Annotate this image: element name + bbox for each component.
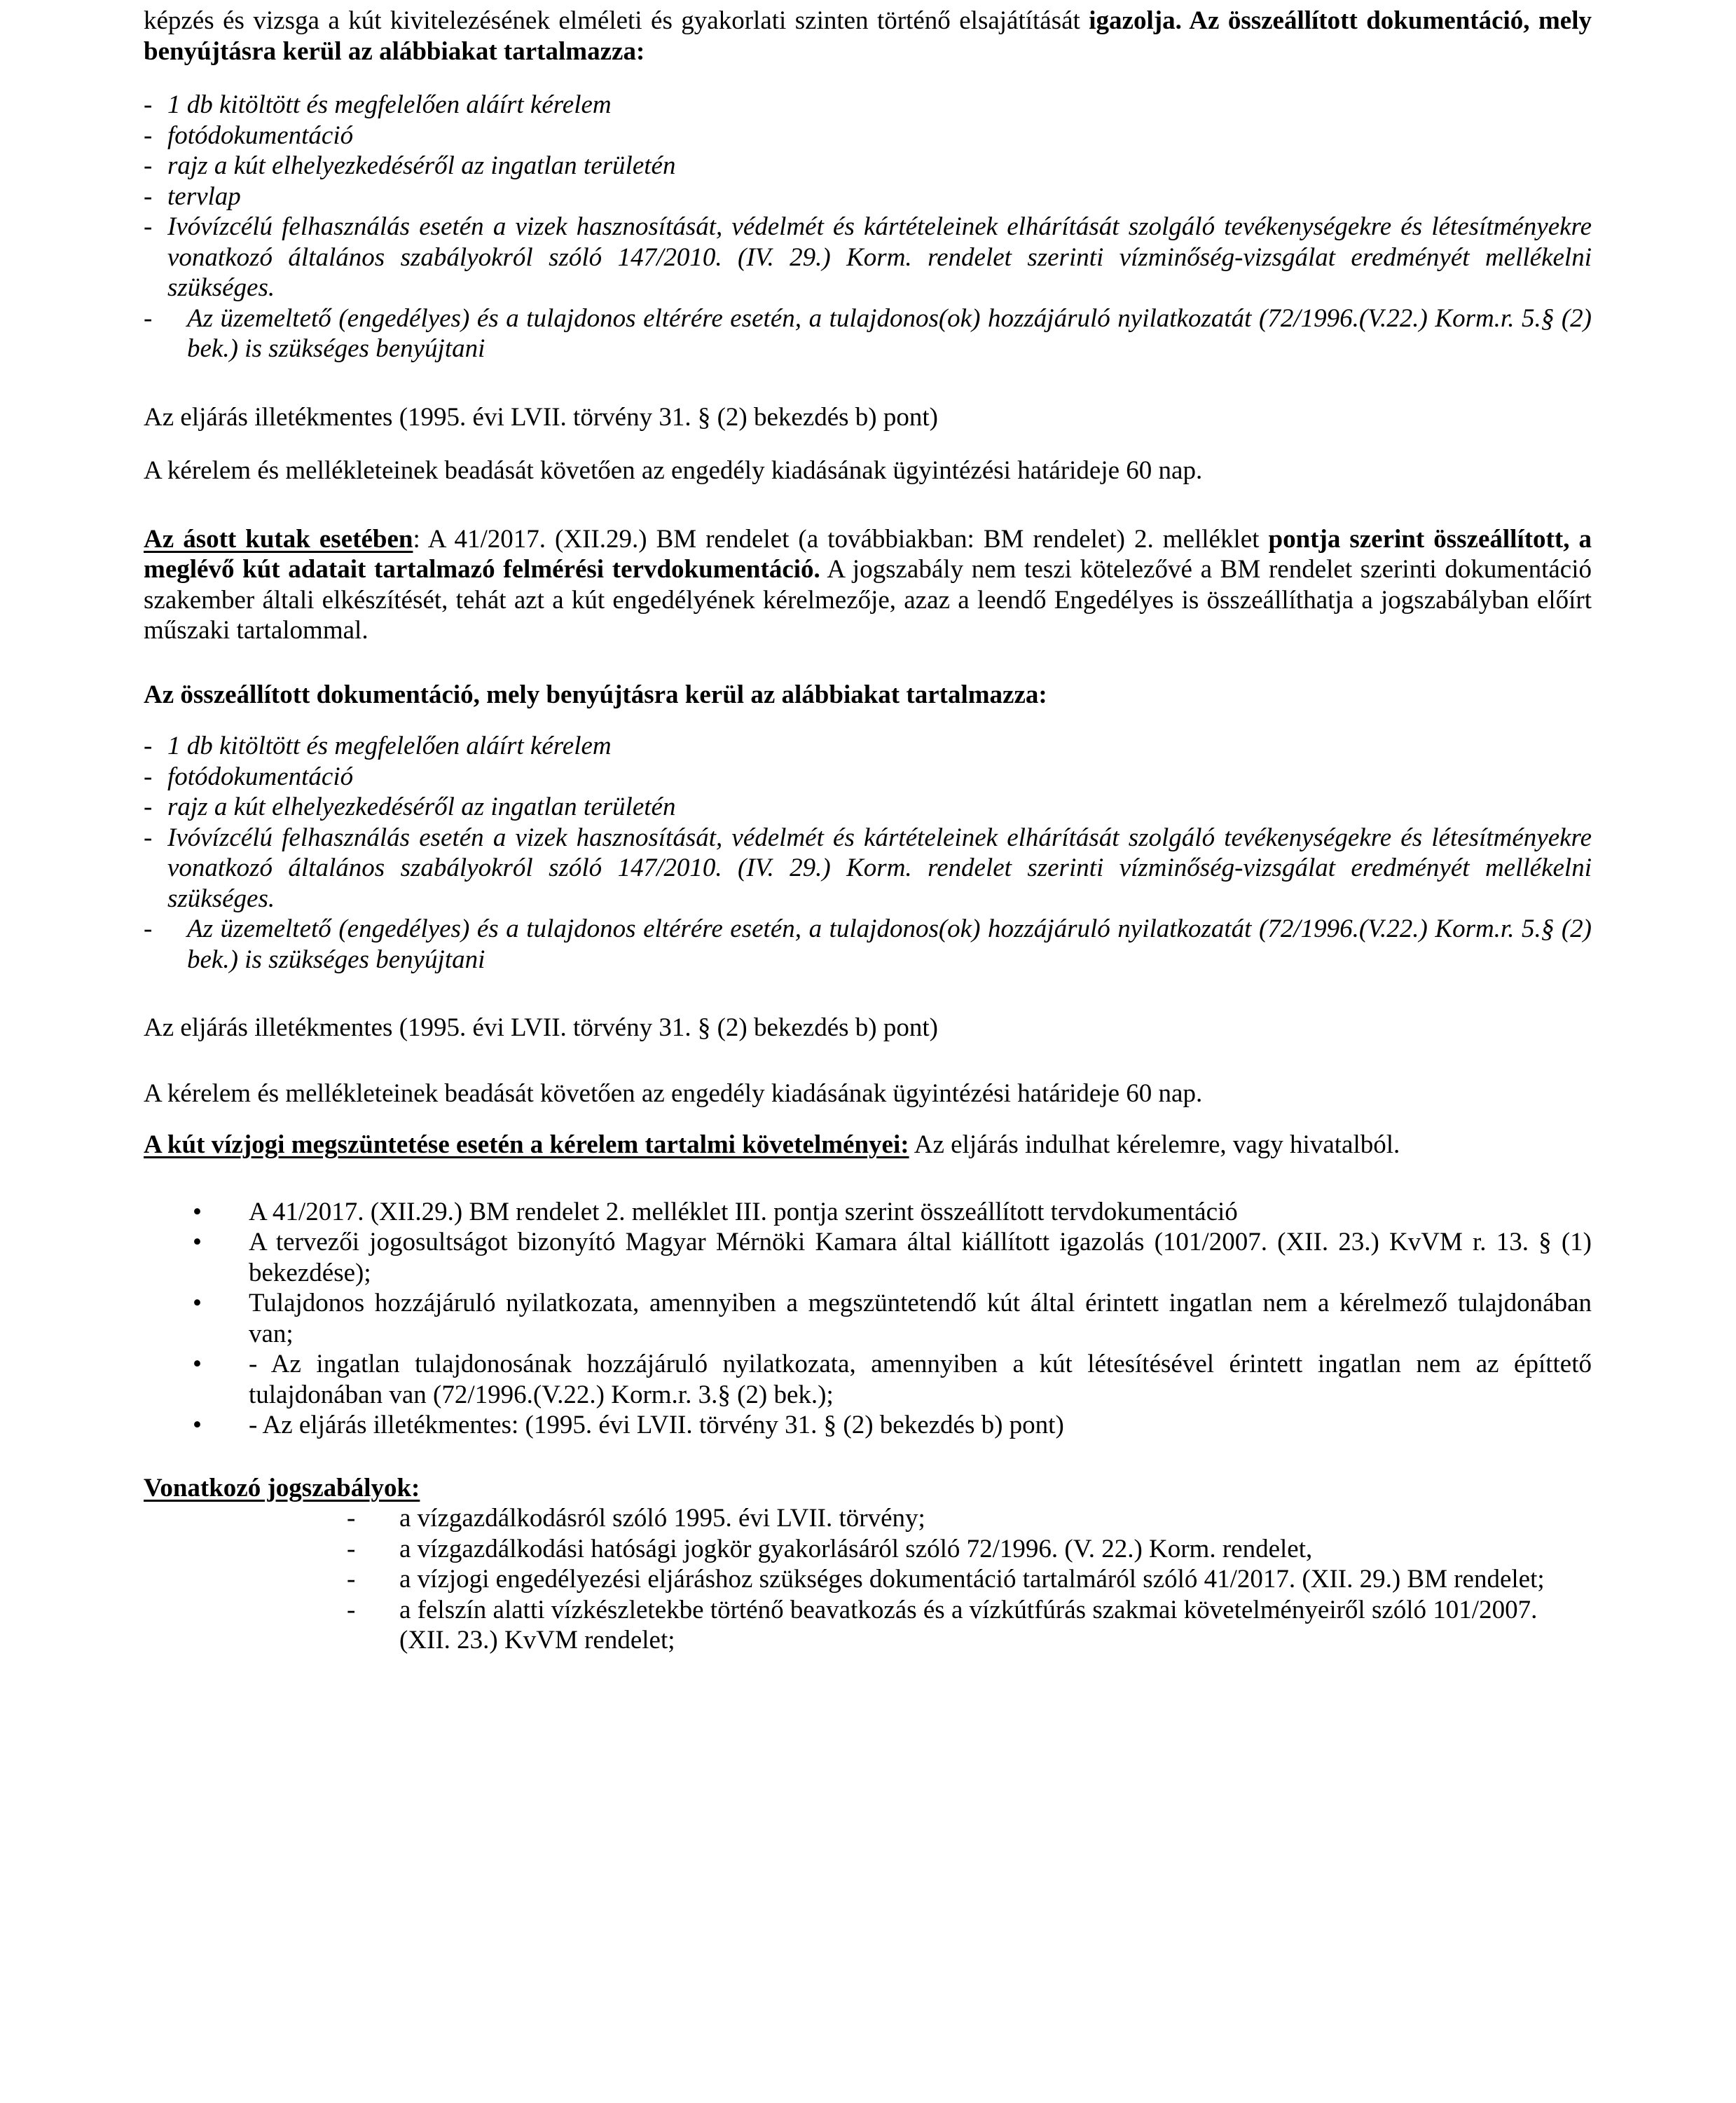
list-item: - fotódokumentáció — [144, 121, 354, 150]
list-item: - Az üzemeltető (engedélyes) és a tulajdonos eltérére esetén, a tulajdonos(ok) hozzájáruló nyilatkozatát (72/1996.(V.22.) Korm.r. 5.§ (2) bek.) is szükséges benyújtani — [144, 303, 1592, 363]
list-item: - 1 db kitöltött és megfelelően aláírt kérelem — [144, 90, 612, 119]
termination-heading: A kút vízjogi megszüntetése esetén a kérelem tartalmi követelményei: — [144, 1130, 909, 1159]
list-item: - fotódokumentáció — [144, 762, 354, 791]
bullet-icon: • — [193, 1228, 202, 1256]
deadline-note: A kérelem és mellékleteinek beadását követően az engedély kiadásának ügyintézési határideje 60 nap. — [144, 456, 1203, 485]
list-item: - 1 db kitöltött és megfelelően aláírt kérelem — [144, 732, 612, 760]
list-item: • A 41/2017. (XII.29.) BM rendelet 2. melléklet III. pontja szerint összeállított tervdokumentáció — [193, 1197, 1238, 1226]
termination-paragraph: A kút vízjogi megszüntetése esetén a kérelem tartalmi követelményei: Az eljárás indulhat kérelemre, vagy hivatalból. — [144, 1130, 1400, 1159]
list-item: - rajz a kút elhelyezkedéséről az ingatlan területén — [144, 151, 676, 180]
document-page — [144, 6, 1592, 1656]
list-item: • - Az eljárás illetékmentes: (1995. évi LVII. törvény 31. § (2) bekezdés b) pont) — [193, 1411, 1064, 1439]
fee-note: Az eljárás illetékmentes (1995. évi LVII. törvény 31. § (2) bekezdés b) pont) — [144, 1013, 938, 1042]
bullet-icon: • — [193, 1411, 202, 1439]
list-item: • - Az ingatlan tulajdonosának hozzájáruló nyilatkozata, amennyiben a kút létesítésével érintett ingatlan nem az építtető tulajdonában van (72/1996.(V.22.) Korm.r. 3.§ (2) bek.); — [193, 1350, 1592, 1409]
deadline-note: A kérelem és mellékleteinek beadását követően az engedély kiadásának ügyintézési határideje 60 nap. — [144, 1078, 1203, 1108]
bullet-icon: • — [193, 1289, 202, 1317]
dug-wells-heading: Az ásott kutak esetében — [144, 524, 413, 554]
fee-note: Az eljárás illetékmentes (1995. évi LVII. törvény 31. § (2) bekezdés b) pont) — [144, 402, 938, 432]
bullet-icon: • — [193, 1350, 202, 1378]
list-item: - Ivóvízcélú felhasználás esetén a vizek hasznosítását, védelmét és kártételeinek elhárítását szolgáló tevékenységekre és létesítményekre vonatkozó általános szabályokról szóló 147/2010. (IV. 29.) Korm. rendelet szerinti vízminőség-vizsgálat eredményét mellékelni szükséges. — [144, 823, 1592, 913]
list-item: • A tervezői jogosultságot bizonyító Magyar Mérnöki Kamara által kiállított igazolás (101/2007. (XII. 23.) KvVM r. 13. § (1) bekezdése); — [193, 1228, 1592, 1287]
list-item: - a vízgazdálkodási hatósági jogkör gyakorlásáról szóló 72/1996. (V. 22.) Korm. rendelet, — [347, 1534, 1313, 1563]
list-item: - a felszín alatti vízkészletekbe történő beavatkozás és a vízkútfúrás szakmai követelményeiről szóló 101/2007. (XII. 23.) KvVM rendelet; — [347, 1595, 1538, 1655]
docs-heading: Az összeállított dokumentáció, mely benyújtásra kerül az alábbiakat tartalmazza: — [144, 680, 1047, 709]
required-documents-list-2 — [144, 731, 1592, 975]
termination-requirements-list — [144, 1197, 1592, 1441]
list-item: - a vízgazdálkodásról szóló 1995. évi LVII. törvény; — [347, 1504, 925, 1533]
related-laws-list — [144, 1503, 1592, 1656]
dug-wells-paragraph: Az ásott kutak esetében: A 41/2017. (XII.29.) BM rendelet (a továbbiakban: BM rendelet) 2. melléklet pontja szerint összeállított, a meglévő kút adatait tartalmazó felmérési tervdokumentáció. A jogszabály nem teszi kötelezővé a BM rendelet szerinti dokumentáció szakember általi elkészítését, tehát azt a kút engedélyének kérelmezője, azaz a leendő Engedélyes is összeállíthatja a jogszabályban előírt műszaki tartalommal. — [144, 524, 1592, 645]
bullet-icon: • — [193, 1197, 202, 1226]
list-item: - Az üzemeltető (engedélyes) és a tulajdonos eltérére esetén, a tulajdonos(ok) hozzájáruló nyilatkozatát (72/1996.(V.22.) Korm.r. 5.§ (2) bek.) is szükséges benyújtani — [144, 915, 1592, 974]
intro-bold-text: igazolja. Az összeállított dokumentáció, mely benyújtásra kerül az alábbiakat tartalmazza: — [144, 6, 1592, 66]
intro-paragraph: képzés és vizsga a kút kivitelezésének elméleti és gyakorlati szinten történő elsajátítását igazolja. Az összeállított dokumentáció, mely benyújtásra kerül az alábbiakat tartalmazza: — [144, 6, 1592, 66]
required-documents-list-1 — [144, 90, 1592, 364]
list-item: - a vízjogi engedélyezési eljáráshoz szükséges dokumentáció tartalmáról szóló 41/2017. (XII. 29.) BM rendelet; — [347, 1565, 1545, 1594]
laws-heading: Vonatkozó jogszabályok: — [144, 1473, 420, 1502]
list-item: - tervlap — [144, 181, 241, 211]
list-item: - rajz a kút elhelyezkedéséről az ingatlan területén — [144, 793, 676, 821]
list-item: • Tulajdonos hozzájáruló nyilatkozata, amennyiben a megszüntetendő kút által érintett ingatlan nem a kérelmező tulajdonában van; — [193, 1289, 1592, 1348]
list-item: - Ivóvízcélú felhasználás esetén a vizek hasznosítását, védelmét és kártételeinek elhárítását szolgáló tevékenységekre és létesítményekre vonatkozó általános szabályokról szóló 147/2010. (IV. 29.) Korm. rendelet szerinti vízminőség-vizsgálat eredményét mellékelni szükséges. — [144, 212, 1592, 302]
